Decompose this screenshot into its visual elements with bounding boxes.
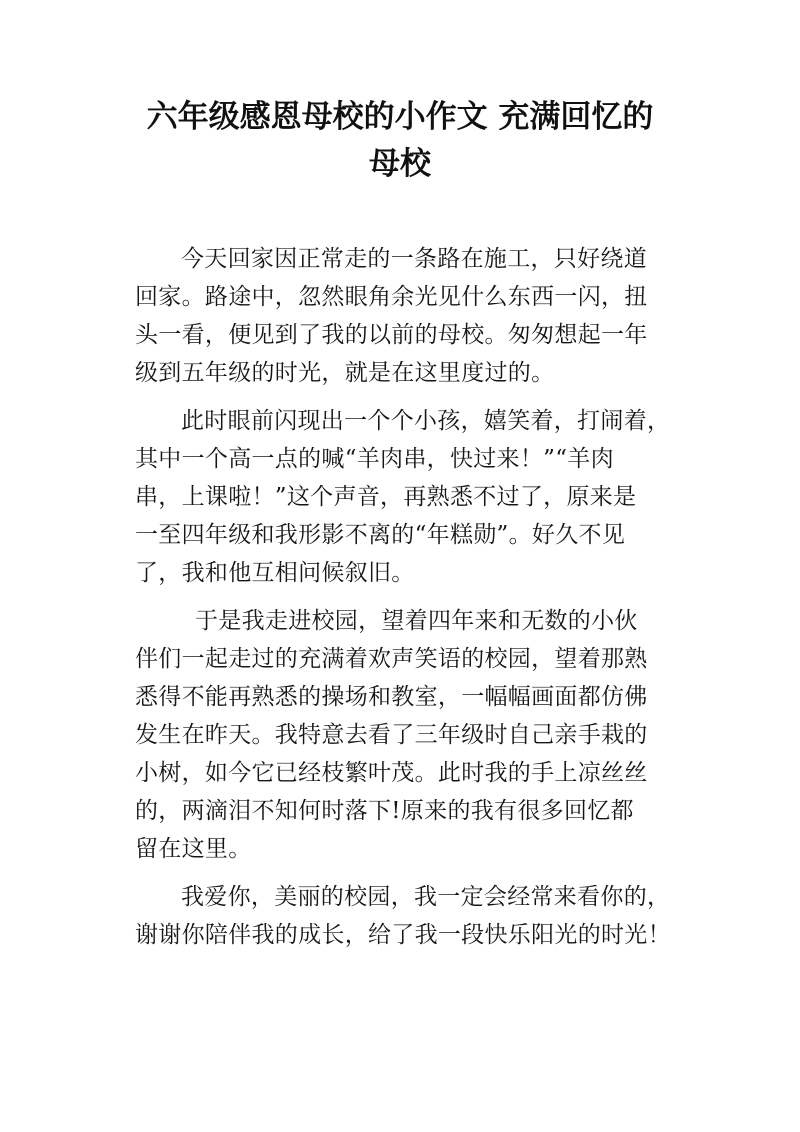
text-line: 悉得不能再熟悉的操场和教室，一幅幅画面都仿佛 — [135, 684, 648, 710]
text-line: 其中一个高一点的喊“羊肉串，快过来！”“羊肉 — [135, 446, 614, 472]
text-line: 串，上课啦！”这个声音，再熟悉不过了，原来是 — [135, 484, 637, 510]
title-line-2: 母校 — [369, 146, 431, 182]
text-line: 回家。路途中，忽然眼角余光见什么东西一闪，扭 — [135, 284, 648, 310]
text-line: 头一看，便见到了我的以前的母校。匆匆想起一年 — [135, 322, 648, 348]
text-line: 一至四年级和我形影不离的“年糕勋”。好久不见 — [135, 522, 626, 548]
text-line: 留在这里。 — [135, 836, 252, 862]
text-line: 发生在昨天。我特意去看了三年级时自己亲手栽的 — [135, 722, 648, 748]
text-line: 此时眼前闪现出一个个小孩，嬉笑着，打闹着， — [181, 408, 671, 434]
title-line-1: 六年级感恩母校的小作文 充满回忆的 — [146, 99, 654, 135]
document-title — [120, 94, 680, 188]
text-line: 谢谢你陪伴我的成长，给了我一段快乐阳光的时光！ — [135, 922, 671, 948]
text-line: 今天回家因正常走的一条路在施工，只好绕道 — [181, 246, 647, 272]
text-line: 于是我走进校园，望着四年来和无数的小伙 — [195, 608, 638, 634]
text-line: 的，两滴泪不知何时落下!原来的我有很多回忆都 — [135, 798, 634, 824]
text-line: 了，我和他互相问候叙旧。 — [135, 560, 415, 586]
text-line: 我爱你，美丽的校园，我一定会经常来看你的， — [181, 884, 671, 910]
text-line: 小树，如今它已经枝繁叶茂。此时我的手上凉丝丝 — [135, 760, 648, 786]
text-line: 伴们一起走过的充满着欢声笑语的校园，望着那熟 — [135, 646, 648, 672]
text-line: 级到五年级的时光，就是在这里度过的。 — [135, 360, 555, 386]
